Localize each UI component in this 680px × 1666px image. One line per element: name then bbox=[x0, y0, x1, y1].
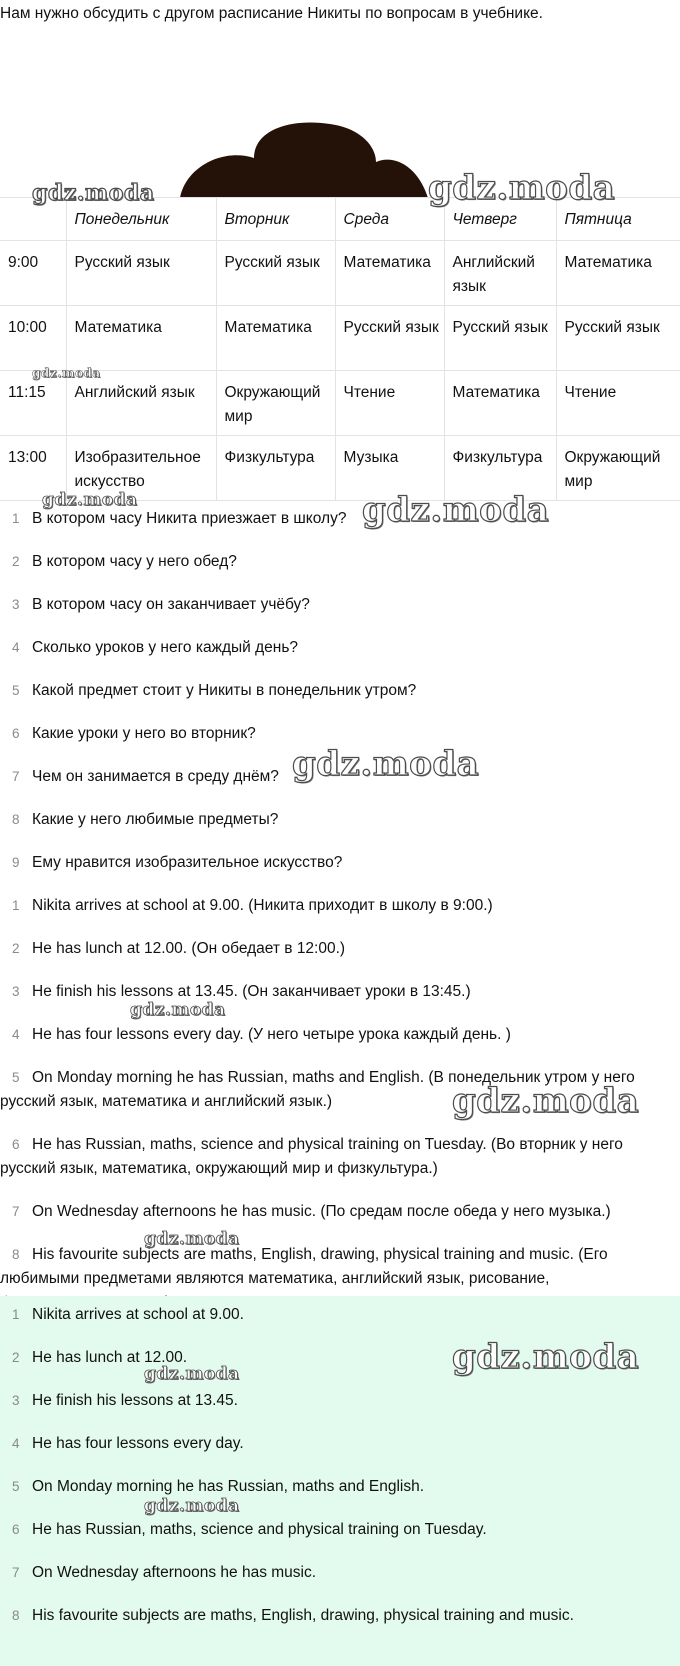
answer-text-cont: любимыми предметами являются математика, английский язык, рисование, bbox=[0, 1270, 550, 1287]
question-number: 6 bbox=[12, 726, 20, 741]
final-answer-item bbox=[0, 1561, 670, 1585]
answer-item bbox=[0, 937, 670, 961]
final-answer-text: He finish his lessons at 13.45. bbox=[32, 1392, 238, 1409]
question-item bbox=[0, 722, 670, 746]
question-number: 8 bbox=[12, 812, 20, 827]
subject-cell: Физкультура bbox=[444, 436, 556, 501]
question-item bbox=[0, 636, 670, 660]
subject-cell: Чтение bbox=[335, 371, 444, 436]
final-answer-number: 8 bbox=[12, 1608, 20, 1623]
question-text: Сколько уроков у него каждый день? bbox=[32, 639, 299, 656]
answer-item bbox=[0, 1133, 670, 1181]
header-cell: Среда bbox=[335, 198, 444, 241]
subject-cell: Английский язык bbox=[66, 371, 216, 436]
subject-cell: Окружающий мир bbox=[556, 436, 680, 501]
final-answer-number: 4 bbox=[12, 1436, 20, 1451]
final-answer-item bbox=[0, 1604, 670, 1628]
answer-number: 8 bbox=[12, 1247, 20, 1262]
final-answer-text: His favourite subjects are maths, English, drawing, physical training and music. bbox=[32, 1607, 574, 1624]
final-answer-item bbox=[0, 1303, 670, 1327]
answer-text: On Monday morning he has Russian, maths and English. (В понедельник утром у него bbox=[32, 1069, 635, 1086]
question-text: В котором часу Никита приезжает в школу? bbox=[32, 510, 347, 527]
question-item bbox=[0, 679, 670, 703]
watermark-logo: gdz.moda bbox=[144, 1229, 240, 1249]
header-cell: Вторник bbox=[216, 198, 335, 241]
watermark-logo: gdz.moda bbox=[130, 1000, 226, 1020]
subject-cell: Математика bbox=[556, 241, 680, 306]
question-number: 3 bbox=[12, 597, 20, 612]
final-answer-text: He has lunch at 12.00. bbox=[32, 1349, 188, 1366]
watermark-logo: gdz.moda bbox=[32, 180, 155, 206]
question-item bbox=[0, 593, 670, 617]
final-answer-text: On Wednesday afternoons he has music. bbox=[32, 1564, 317, 1581]
answer-number: 1 bbox=[12, 898, 20, 913]
final-answer-text: He has four lessons every day. bbox=[32, 1435, 244, 1452]
answer-number: 5 bbox=[12, 1070, 20, 1085]
time-cell: 10:00 bbox=[0, 306, 66, 371]
question-text: В котором часу у него обед? bbox=[32, 553, 237, 570]
answer-number: 2 bbox=[12, 941, 20, 956]
watermark-logo: gdz.moda bbox=[292, 744, 480, 784]
answer-text: His favourite subjects are maths, English, drawing, physical training and music. (Его bbox=[32, 1246, 608, 1263]
question-text: Какой предмет стоит у Никиты в понедельник утром? bbox=[32, 682, 417, 699]
subject-cell: Английский язык bbox=[444, 241, 556, 306]
subject-cell: Математика bbox=[66, 306, 216, 371]
final-answer-item bbox=[0, 1389, 670, 1413]
subject-cell: Математика bbox=[444, 371, 556, 436]
subject-cell: Окружающий мир bbox=[216, 371, 335, 436]
question-item bbox=[0, 765, 670, 789]
subject-cell: Русский язык bbox=[216, 241, 335, 306]
question-text: Чем он занимается в среду днём? bbox=[32, 768, 279, 785]
question-item bbox=[0, 507, 670, 531]
final-answer-number: 3 bbox=[12, 1393, 20, 1408]
watermark-logo: gdz.moda bbox=[144, 1496, 240, 1516]
watermark-logo: gdz.moda bbox=[42, 490, 138, 510]
subject-cell: Чтение bbox=[556, 371, 680, 436]
header-cell: Понедельник bbox=[66, 198, 216, 241]
answer-text: He has four lessons every day. (У него четыре урока каждый день. ) bbox=[32, 1026, 511, 1043]
final-answer-text: He has Russian, maths, science and physical training on Tuesday. bbox=[32, 1521, 487, 1538]
answer-item bbox=[0, 894, 670, 918]
watermark-logo: gdz.moda bbox=[32, 366, 101, 380]
question-text: В котором часу он заканчивает учёбу? bbox=[32, 596, 310, 613]
question-text: Какие у него любимые предметы? bbox=[32, 811, 279, 828]
schedule-row bbox=[0, 436, 680, 501]
question-text: Какие уроки у него во вторник? bbox=[32, 725, 256, 742]
answer-number: 7 bbox=[12, 1204, 20, 1219]
answer-item bbox=[0, 1023, 670, 1047]
schedule-header-row bbox=[0, 198, 680, 241]
answer-number: 3 bbox=[12, 984, 20, 999]
schedule-row bbox=[0, 241, 680, 306]
answer-text-cont: русский язык, математика, окружающий мир и физкультура.) bbox=[0, 1160, 438, 1177]
answer-item bbox=[0, 1066, 670, 1114]
question-text: Ему нравится изобразительное искусство? bbox=[32, 854, 343, 871]
header-cell: Четверг bbox=[444, 198, 556, 241]
subject-cell: Русский язык bbox=[335, 306, 444, 371]
schedule-table bbox=[0, 197, 680, 501]
final-answer-number: 7 bbox=[12, 1565, 20, 1580]
answer-text: He has Russian, maths, science and physical training on Tuesday. (Во вторник у него bbox=[32, 1136, 623, 1153]
time-cell: 9:00 bbox=[0, 241, 66, 306]
header-cell: Пятница bbox=[556, 198, 680, 241]
answer-text-cont: русский язык, математика и английский язык.) bbox=[0, 1093, 333, 1110]
answer-text: Nikita arrives at school at 9.00. (Никита приходит в школу в 9:00.) bbox=[32, 897, 493, 914]
question-number: 4 bbox=[12, 640, 20, 655]
subject-cell: Русский язык bbox=[66, 241, 216, 306]
time-cell: 13:00 bbox=[0, 436, 66, 501]
final-answer-item bbox=[0, 1518, 670, 1542]
watermark-logo: gdz.moda bbox=[144, 1364, 240, 1384]
watermark-logo: gdz.moda bbox=[428, 168, 616, 208]
subject-cell: Физкультура bbox=[216, 436, 335, 501]
watermark-logo: gdz.moda bbox=[452, 1081, 640, 1121]
question-item bbox=[0, 550, 670, 574]
time-cell: 11:15 bbox=[0, 371, 66, 436]
final-answer-number: 6 bbox=[12, 1522, 20, 1537]
final-answer-text: On Monday morning he has Russian, maths and English. bbox=[32, 1478, 425, 1495]
watermark-logo: gdz.moda bbox=[362, 490, 550, 530]
subject-cell: Русский язык bbox=[444, 306, 556, 371]
answer-text: He has lunch at 12.00. (Он обедает в 12:00.) bbox=[32, 940, 346, 957]
subject-cell: Математика bbox=[216, 306, 335, 371]
question-number: 2 bbox=[12, 554, 20, 569]
cloud-shape bbox=[180, 118, 428, 198]
watermark-logo: gdz.moda bbox=[452, 1337, 640, 1377]
question-item bbox=[0, 808, 670, 832]
final-answer-item bbox=[0, 1346, 670, 1370]
final-answer-item bbox=[0, 1432, 670, 1456]
answer-number: 4 bbox=[12, 1027, 20, 1042]
question-number: 1 bbox=[12, 511, 20, 526]
answer-text: On Wednesday afternoons he has music. (По средам после обеда у него музыка.) bbox=[32, 1203, 611, 1220]
subject-cell: Музыка bbox=[335, 436, 444, 501]
final-answer-number: 5 bbox=[12, 1479, 20, 1494]
final-answer-item bbox=[0, 1475, 670, 1499]
subject-cell: Математика bbox=[335, 241, 444, 306]
question-number: 7 bbox=[12, 769, 20, 784]
answer-item bbox=[0, 980, 670, 1004]
subject-cell: Изобразительное искусство bbox=[66, 436, 216, 501]
question-number: 9 bbox=[12, 855, 20, 870]
answer-number: 6 bbox=[12, 1137, 20, 1152]
question-item bbox=[0, 851, 670, 875]
final-answer-number: 1 bbox=[12, 1307, 20, 1322]
schedule-row bbox=[0, 371, 680, 436]
header-cell bbox=[0, 198, 66, 241]
final-answer-text: Nikita arrives at school at 9.00. bbox=[32, 1306, 244, 1323]
question-number: 5 bbox=[12, 683, 20, 698]
subject-cell: Русский язык bbox=[556, 306, 680, 371]
schedule-row bbox=[0, 306, 680, 371]
answer-text: He finish his lessons at 13.45. (Он заканчивает уроки в 13:45.) bbox=[32, 983, 471, 1000]
answer-item bbox=[0, 1200, 670, 1224]
intro-text: Нам нужно обсудить с другом расписание Никиты по вопросам в учебнике. bbox=[0, 5, 543, 22]
final-answer-number: 2 bbox=[12, 1350, 20, 1365]
